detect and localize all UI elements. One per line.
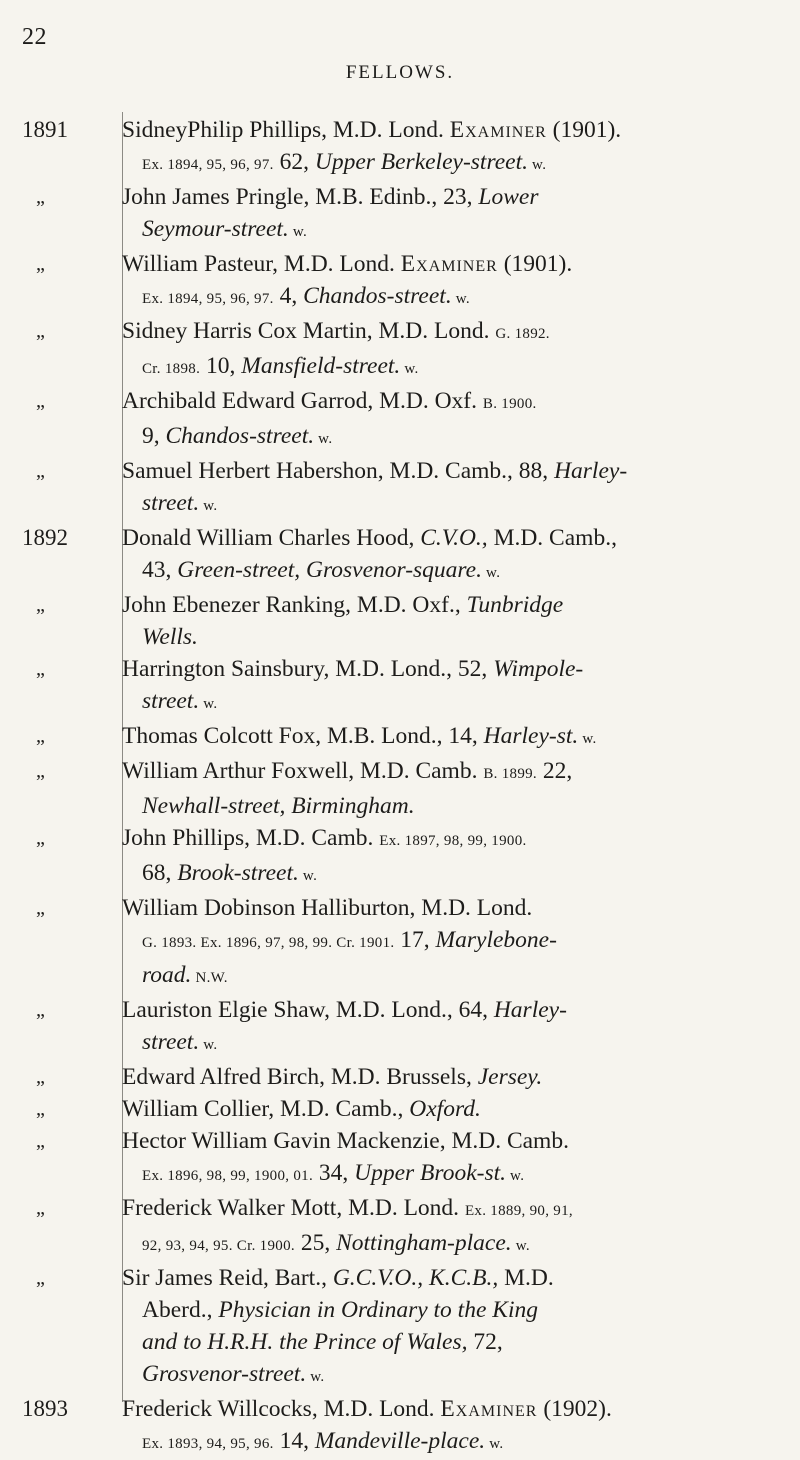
entry-line (122, 924, 792, 959)
entry-text-run: Tunbridge (466, 592, 564, 618)
entry-text (122, 1125, 792, 1192)
entry-text-run: G. 1892. (495, 326, 550, 342)
entry-text-run: Jersey. (477, 1064, 543, 1090)
fellow-entry (22, 181, 792, 248)
entry-text-run: w. (306, 1369, 325, 1385)
entry-text-run: N.W. (191, 970, 228, 986)
entry-text-run: 10, (200, 353, 242, 379)
entry-text-run: Frederick Willcocks, M.D. Lond. (122, 1396, 441, 1422)
entry-line (122, 385, 792, 420)
entry-text-run: road. (142, 962, 192, 988)
entry-text (122, 181, 792, 248)
entry-text-run: Mansfield-street. (241, 353, 401, 379)
entry-text-run: Edward Alfred Birch, M.D. Brussels, (122, 1064, 478, 1090)
entry-year: „ (36, 253, 45, 275)
entry-text-run: 25, (294, 1230, 337, 1256)
entry-text-run: 62, (273, 149, 315, 175)
entry-line (122, 994, 792, 1026)
entry-text-run: Hector William Gavin Mackenzie, M.D. Camb. (122, 1128, 569, 1154)
entry-text-run: Wells. (142, 624, 198, 650)
entry-text (122, 1192, 792, 1262)
entry-line (122, 350, 792, 385)
entry-text (122, 315, 792, 385)
entry-year: „ (36, 1197, 45, 1219)
entry-line (122, 554, 792, 589)
entry-text-run: Donald William Charles Hood, (122, 525, 421, 551)
entry-text-run: w. (199, 1037, 218, 1053)
entry-text-run: John Ebenezer Ranking, M.D. Oxf., (122, 592, 467, 618)
entry-text-run: 9, (142, 423, 166, 449)
entry-text-run: w. (578, 731, 597, 747)
fellow-entry (22, 1393, 792, 1460)
entry-text-run: w. (451, 291, 470, 307)
entry-text-run: w. (485, 1436, 504, 1452)
entry-year: 1891 (22, 117, 68, 142)
entry-text-run: Upper Berkeley-street. (314, 149, 528, 175)
entry-text-run: Sidney Harris Cox Martin, M.D. Lond. (122, 318, 496, 344)
entry-text-run: Archibald Edward Garrod, M.D. Oxf. (122, 388, 483, 414)
entry-text-run: (1902). (537, 1396, 612, 1422)
entry-year: „ (36, 594, 45, 616)
entry-line (122, 1026, 792, 1061)
entry-text-run: 92, 93, 94, 95. Cr. 1900. (142, 1238, 295, 1254)
entry-line (122, 1358, 792, 1393)
entry-text (122, 248, 792, 315)
entry-text-run: Lower (478, 184, 539, 210)
entry-line (122, 720, 792, 755)
entry-text-run: w. (400, 361, 419, 377)
entry-text-run: Examiner (449, 117, 547, 143)
entry-line (122, 213, 792, 248)
entry-year: 1893 (22, 1396, 68, 1421)
entry-year: „ (36, 827, 45, 849)
entry-text-run: B. 1900. (482, 396, 537, 412)
entry-text-run: Brook-street. (177, 860, 299, 886)
entry-text (122, 1393, 792, 1460)
entry-text-run: John James Pringle, M.B. Edinb., 23, (122, 184, 479, 210)
entry-line (122, 959, 792, 994)
fellow-entry (22, 1125, 792, 1192)
entry-text-run: C.V.O., (420, 525, 488, 551)
entry-text-run: Physician in Ordinary to the King (218, 1297, 538, 1323)
entry-text-run: Sir James Reid, Bart., (122, 1265, 333, 1291)
entry-year: „ (36, 658, 45, 680)
entry-text (122, 653, 792, 720)
entry-text-run: 22, (536, 758, 573, 784)
entry-text-run: w. (199, 696, 218, 712)
entry-text-run: street. (142, 1029, 200, 1055)
entry-text (122, 1093, 792, 1125)
entry-year: „ (36, 390, 45, 412)
fellow-entry (22, 1262, 792, 1393)
entry-text-run: Harley-st. (483, 723, 579, 749)
entry-text-run: and to H.R.H. the Prince of Wales, (142, 1329, 468, 1355)
fellows-list (22, 114, 792, 1460)
fellow-entry (22, 114, 792, 181)
entry-line (122, 1061, 792, 1093)
entry-line (122, 1393, 792, 1425)
fellow-entry (22, 522, 792, 589)
entry-year: „ (36, 1130, 45, 1152)
entry-text-run: w. (314, 431, 333, 447)
entry-line (122, 181, 792, 213)
page-number: 22 (22, 24, 47, 50)
entry-text-run: Ex. 1896, 98, 99, 1900, 01. (142, 1168, 314, 1184)
fellow-entry (22, 315, 792, 385)
entry-line (122, 653, 792, 685)
entry-text (122, 455, 792, 522)
entry-text (122, 589, 792, 653)
entry-year: „ (36, 320, 45, 342)
entry-line (122, 892, 792, 924)
entry-text-run: street. (142, 490, 200, 516)
entry-text-run: Lauriston Elgie Shaw, M.D. Lond., 64, (122, 997, 494, 1023)
entry-text-run: w. (288, 224, 308, 240)
fellow-entry (22, 822, 792, 892)
entry-line (122, 315, 792, 350)
fellow-entry (22, 589, 792, 653)
entry-text-run: Thomas Colcott Fox, M.B. Lond., 14, (122, 723, 484, 749)
entry-text-run: w. (506, 1168, 525, 1184)
entry-line (122, 1125, 792, 1157)
entry-line (122, 487, 792, 522)
entry-line (122, 1157, 792, 1192)
entry-text-run: Oxford. (409, 1096, 481, 1122)
entry-text-run: Marylebone- (435, 927, 557, 953)
entry-text-run: M.D. Camb., (487, 525, 617, 551)
entry-text (122, 755, 792, 822)
entry-line (122, 790, 792, 822)
entry-text-run: Cr. 1898. (142, 361, 201, 377)
entry-text-run: Ex. 1894, 95, 96, 97. (142, 291, 274, 307)
fellow-entry (22, 1061, 792, 1093)
entry-text-run: Ex. 1897, 98, 99, 1900. (379, 833, 527, 849)
entry-line (122, 857, 792, 892)
entry-text-run: (1901). (546, 117, 622, 143)
entry-text-run: Harrington Sainsbury, M.D. Lond., 52, (122, 656, 494, 682)
entry-text-run: G.C.V.O., K.C.B., (332, 1265, 499, 1291)
entry-text-run: William Arthur Foxwell, M.D. Camb. (122, 758, 484, 784)
entry-text-run: Ex. 1894, 95, 96, 97. (142, 157, 274, 173)
entry-text-run: 17, (394, 927, 436, 953)
entry-line (122, 248, 792, 280)
entry-text (122, 892, 792, 994)
entry-text-run: 72, (467, 1329, 503, 1355)
fellow-entry (22, 892, 792, 994)
entry-line (122, 420, 792, 455)
entry-year: „ (36, 760, 45, 782)
entry-text-run: Seymour-street. (142, 216, 289, 242)
entry-line (122, 1425, 792, 1460)
entry-text-run: Nottingham-place. (336, 1230, 512, 1256)
entry-text (122, 385, 792, 455)
entry-text-run: w. (528, 157, 547, 173)
fellow-entry (22, 653, 792, 720)
entry-text-run: 68, (142, 860, 178, 886)
entry-text-run: William Dobinson Halliburton, M.D. Lond. (122, 895, 533, 921)
entry-text-run: Grosvenor-street. (142, 1361, 307, 1387)
entry-text-run: Chandos-street. (303, 283, 452, 309)
entry-text (122, 522, 792, 589)
fellow-entry (22, 1093, 792, 1125)
entry-text-run: 14, (273, 1428, 315, 1454)
fellow-entry (22, 994, 792, 1061)
entry-text-run: Harley- (493, 997, 567, 1023)
entry-text (122, 1262, 792, 1393)
entry-text-run: Upper Brook-st. (354, 1160, 506, 1186)
entry-text-run: Frederick Walker Mott, M.D. Lond. (122, 1195, 465, 1221)
entry-line (122, 1192, 792, 1227)
entry-line (122, 755, 792, 790)
fellow-entry (22, 755, 792, 822)
entry-text-run: William Collier, M.D. Camb., (122, 1096, 410, 1122)
entry-text-run: Wimpole- (493, 656, 584, 682)
entry-text-run: Ex. 1889, 90, 91, (464, 1203, 573, 1219)
entry-year: „ (36, 1066, 45, 1088)
entry-text (122, 994, 792, 1061)
entry-text-run: Examiner (440, 1396, 538, 1422)
entry-line (122, 114, 792, 146)
entry-text-run: William Pasteur, M.D. Lond. (122, 251, 401, 277)
fellow-entry (22, 455, 792, 522)
entry-text-run: Newhall-street, Birmingham. (142, 793, 415, 819)
entry-text-run: Chandos-street. (165, 423, 315, 449)
entry-text-run: Green-street, Grosvenor-square. (177, 557, 482, 583)
running-head: FELLOWS. (345, 62, 455, 83)
entry-text-run: Examiner (400, 251, 498, 277)
entry-year: „ (36, 186, 45, 208)
fellow-entry (22, 248, 792, 315)
entry-text-run: G. 1893. Ex. 1896, 97, 98, 99. Cr. 1901. (142, 935, 395, 951)
entry-year: „ (36, 460, 45, 482)
fellow-entry (22, 1192, 792, 1262)
entry-line (122, 685, 792, 720)
entry-line (122, 1093, 792, 1125)
entry-text (122, 720, 792, 755)
entry-year: „ (36, 1098, 45, 1120)
entry-text (122, 822, 792, 892)
entry-line (122, 822, 792, 857)
entry-year: 1892 (22, 525, 68, 550)
entry-year: „ (36, 1267, 45, 1289)
entry-text-run: 43, (142, 557, 178, 583)
entry-text-run: Mandeville-place. (314, 1428, 486, 1454)
entry-line (122, 146, 792, 181)
entry-year: „ (36, 725, 45, 747)
entry-text-run: 4, (273, 283, 304, 309)
entry-line (122, 1262, 792, 1294)
entry-year: „ (36, 999, 45, 1021)
entry-line (122, 522, 792, 554)
fellow-entry (22, 385, 792, 455)
entry-line (122, 280, 792, 315)
entry-text-run: (1901). (497, 251, 573, 277)
entry-line (122, 1326, 792, 1358)
entry-line (122, 589, 792, 621)
entry-text-run: Harley- (554, 458, 628, 484)
entry-text-run: Ex. 1893, 94, 95, 96. (142, 1436, 274, 1452)
fellow-entry (22, 720, 792, 755)
entry-text-run: SidneyPhilip Phillips, M.D. Lond. (122, 117, 450, 143)
entry-text-run: street. (142, 688, 200, 714)
entry-line (122, 1227, 792, 1262)
entry-line (122, 621, 792, 653)
entry-text (122, 1061, 792, 1093)
entry-line (122, 1294, 792, 1326)
entry-text-run: John Phillips, M.D. Camb. (122, 825, 380, 851)
entry-line (122, 455, 792, 487)
entry-text (122, 114, 792, 181)
entry-text-run: w. (482, 565, 501, 581)
entry-text-run: B. 1899. (483, 766, 537, 782)
entry-text-run: 34, (313, 1160, 355, 1186)
entry-text-run: Aberd., (142, 1297, 219, 1323)
entry-text-run: Samuel Herbert Habershon, M.D. Camb., 88, (122, 458, 555, 484)
entry-text-run: w. (298, 868, 318, 884)
entry-text-run: w. (511, 1238, 530, 1254)
entry-year: „ (36, 897, 45, 919)
entry-text-run: w. (199, 498, 218, 514)
entry-text-run: M.D. (498, 1265, 554, 1291)
